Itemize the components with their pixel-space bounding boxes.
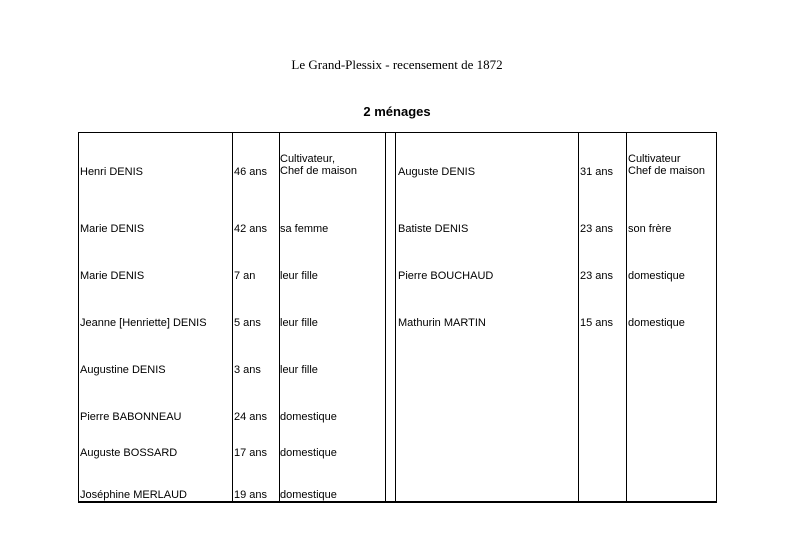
- person-age: 19 ans: [234, 489, 268, 501]
- person-age: 31 ans: [580, 166, 614, 178]
- person-name: Jeanne [Henriette] DENIS: [80, 317, 207, 329]
- person-name: Pierre BOUCHAUD: [398, 270, 494, 282]
- person-role: leur fille: [280, 364, 318, 376]
- person-role: leur fille: [280, 317, 318, 329]
- person-role: Cultivateur,: [280, 153, 336, 165]
- person-role: leur fille: [280, 270, 318, 282]
- person-age: 17 ans: [234, 447, 268, 459]
- person-name: Auguste BOSSARD: [80, 447, 178, 459]
- person-name: Marie DENIS: [80, 223, 145, 235]
- column-divider: [578, 133, 579, 501]
- person-role: domestique: [628, 317, 685, 329]
- person-name: Joséphine MERLAUD: [80, 489, 187, 501]
- person-role: Chef de maison: [280, 165, 358, 177]
- person-name: Pierre BABONNEAU: [80, 411, 182, 423]
- person-role: Chef de maison: [628, 165, 706, 177]
- person-age: 23 ans: [580, 270, 614, 282]
- person-age: 42 ans: [234, 223, 268, 235]
- census-table: [78, 132, 717, 503]
- households-count: 2 ménages: [363, 104, 431, 119]
- person-name: Augustine DENIS: [80, 364, 166, 376]
- household-divider-left: [385, 133, 386, 501]
- column-divider: [626, 133, 627, 501]
- person-role: domestique: [628, 270, 685, 282]
- person-role: son frère: [628, 223, 672, 235]
- person-age: 24 ans: [234, 411, 268, 423]
- person-name: Henri DENIS: [80, 166, 143, 178]
- person-role: Cultivateur: [628, 153, 681, 165]
- person-age: 3 ans: [234, 364, 261, 376]
- household-divider-right: [395, 133, 396, 501]
- person-name: Marie DENIS: [80, 270, 145, 282]
- person-role: domestique: [280, 489, 337, 501]
- document-title: Le Grand-Plessix - recensement de 1872: [291, 57, 503, 72]
- person-age: 23 ans: [580, 223, 614, 235]
- person-role: sa femme: [280, 223, 329, 235]
- person-name: Mathurin MARTIN: [398, 317, 486, 329]
- person-age: 5 ans: [234, 317, 261, 329]
- person-age: 7 an: [234, 270, 256, 282]
- person-age: 15 ans: [580, 317, 614, 329]
- person-age: 46 ans: [234, 166, 268, 178]
- column-divider: [232, 133, 233, 501]
- person-role: domestique: [280, 447, 337, 459]
- person-role: domestique: [280, 411, 337, 423]
- person-name: Auguste DENIS: [398, 166, 476, 178]
- person-name: Batiste DENIS: [398, 223, 469, 235]
